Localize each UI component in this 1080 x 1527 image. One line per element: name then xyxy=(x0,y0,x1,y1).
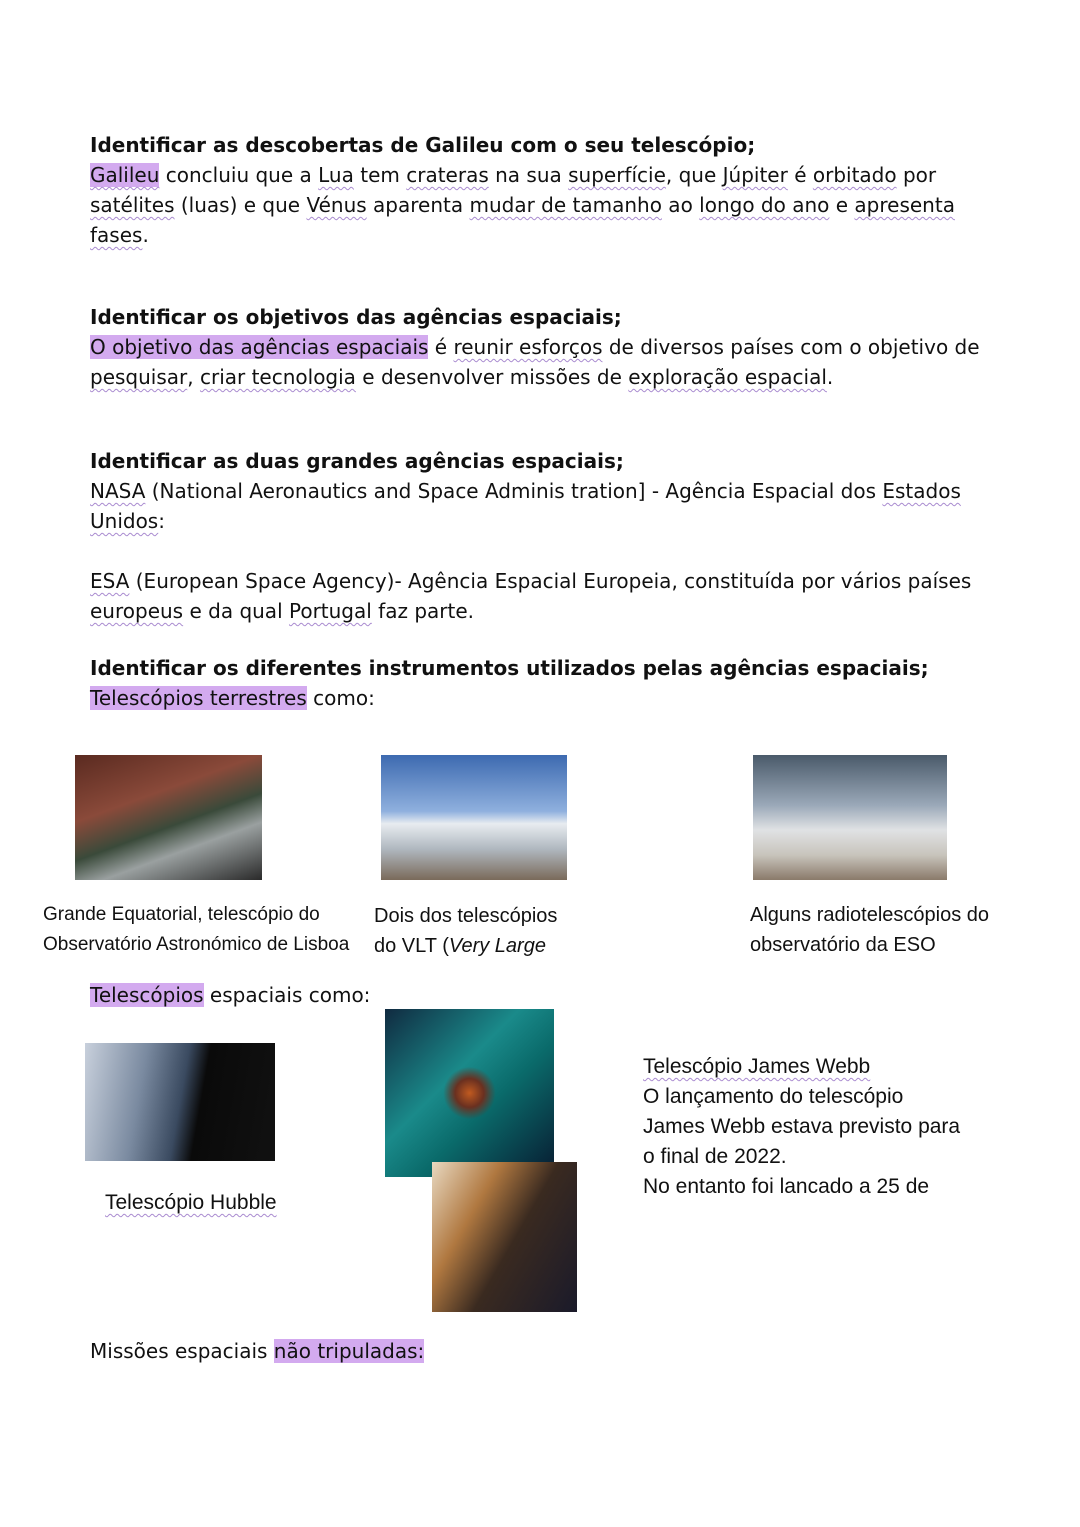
spellcheck-word: longo do ano xyxy=(699,193,830,217)
spellcheck-word: Júpiter xyxy=(722,163,788,187)
text-run: de diversos países com o objetivo de xyxy=(602,335,980,359)
webb-line: o final de 2022. xyxy=(643,1145,787,1168)
webb-line: O lançamento do telescópio xyxy=(643,1085,904,1108)
text-run: é xyxy=(428,335,454,359)
text-run: e xyxy=(829,193,855,217)
section-objetivos xyxy=(90,302,1000,392)
caption-line: Observatório Astronómico de Lisboa xyxy=(43,934,350,955)
heading: Identificar as descobertas de Galileu com o seu telescópio; xyxy=(90,133,756,157)
heading: Identificar os diferentes instrumentos utilizados pelas agências espaciais; xyxy=(90,656,929,680)
caption-line: observatório da ESO xyxy=(750,934,936,956)
text-run: tem xyxy=(353,163,407,187)
hubble-caption: Telescópio Hubble xyxy=(105,1191,277,1214)
spellcheck-word: NASA xyxy=(90,479,146,503)
text-run: concluiu que a xyxy=(159,163,319,187)
webb-text xyxy=(643,1052,1003,1202)
text-run: na sua xyxy=(488,163,569,187)
paragraph xyxy=(90,160,1000,250)
paragraph-nasa xyxy=(90,476,1000,536)
spellcheck-word: mudar de tamanho xyxy=(469,193,662,217)
galaxy-image xyxy=(432,1162,577,1312)
spellcheck-word: criar tecnologia xyxy=(199,365,356,389)
text-run: como: xyxy=(306,686,375,710)
text-run: aparenta xyxy=(366,193,470,217)
caption-italic: Very Large xyxy=(448,935,546,957)
spellcheck-word: satélites xyxy=(90,193,175,217)
text-run: , que xyxy=(665,163,723,187)
radiotelescopes-image xyxy=(753,755,947,880)
text-run: , xyxy=(187,365,200,389)
caption-grande-equatorial xyxy=(43,900,350,960)
grande-equatorial-image xyxy=(75,755,262,880)
text-run: . xyxy=(142,223,149,247)
webb-line: No entanto foi lancado a 25 de xyxy=(643,1175,930,1198)
spellcheck-word: europeus xyxy=(90,599,184,623)
hubble-image xyxy=(85,1043,275,1161)
spellcheck-word: apresenta xyxy=(854,193,955,217)
spellcheck-word: superfície xyxy=(568,163,666,187)
text-run: (European Space Agency)- Agência Espacial Europeia, constituída por vários países xyxy=(129,569,972,593)
caption-vlt xyxy=(374,901,604,961)
text-run: Missões espaciais xyxy=(90,1339,274,1363)
section-agencias xyxy=(90,446,1000,626)
caption-line: Alguns radiotelescópios do xyxy=(750,904,990,926)
caption-line: Grande Equatorial, telescópio do xyxy=(43,904,320,925)
highlighted-text: Telescópios xyxy=(90,983,204,1007)
spellcheck-word: Portugal xyxy=(288,599,372,623)
caption-line: Dois dos telescópios xyxy=(374,905,558,927)
heading: Identificar os objetivos das agências espaciais; xyxy=(90,305,622,329)
text-run: faz parte. xyxy=(371,599,475,623)
paragraph xyxy=(90,1336,1000,1366)
highlighted-text: não tripuladas: xyxy=(273,1339,425,1363)
spellcheck-word: exploração espacial xyxy=(628,365,827,389)
text-run: (luas) e que xyxy=(174,193,307,217)
caption-radio xyxy=(750,900,990,960)
spellcheck-word: reunir esforços xyxy=(453,335,603,359)
text-run: por xyxy=(896,163,937,187)
text-run: . xyxy=(826,365,834,389)
text-run: espaciais como: xyxy=(203,983,371,1007)
caption-text: do VLT ( xyxy=(374,935,449,957)
spellcheck-word: Lua xyxy=(318,163,354,187)
section-instrumentos xyxy=(90,653,1000,713)
nebula-image xyxy=(385,1009,554,1177)
text-run: é xyxy=(787,163,813,187)
text-run: ao xyxy=(661,193,700,217)
webb-line: James Webb estava previsto para xyxy=(643,1115,961,1138)
missions-line xyxy=(90,1336,1000,1366)
spellcheck-word: fases xyxy=(90,223,143,247)
spellcheck-word: crateras xyxy=(406,163,489,187)
space-telescopes-intro xyxy=(90,980,1000,1010)
highlighted-text: Telescópios terrestres xyxy=(90,686,307,710)
text-run: e da qual xyxy=(183,599,289,623)
text-run: e desenvolver missões de xyxy=(355,365,629,389)
paragraph xyxy=(90,332,1000,392)
text-run: : xyxy=(158,509,165,533)
heading: Identificar as duas grandes agências espaciais; xyxy=(90,449,624,473)
spellcheck-word: Vénus xyxy=(306,193,367,217)
vlt-image xyxy=(381,755,567,880)
spellcheck-word: orbitado xyxy=(812,163,897,187)
section-galileu xyxy=(90,130,1000,250)
spellcheck-word: Estados Unidos xyxy=(90,479,961,533)
webb-title: Telescópio James Webb xyxy=(643,1055,871,1078)
text-run: (National Aeronautics and Space Adminis tration] - Agência Espacial dos xyxy=(145,479,883,503)
spellcheck-word: pesquisar xyxy=(90,365,188,389)
highlighted-text: Galileu xyxy=(90,163,160,187)
paragraph xyxy=(90,980,1000,1010)
highlighted-text: O objetivo das agências espaciais xyxy=(90,335,429,359)
paragraph xyxy=(90,683,1000,713)
spellcheck-word: ESA xyxy=(90,569,130,593)
paragraph-esa xyxy=(90,566,1000,626)
